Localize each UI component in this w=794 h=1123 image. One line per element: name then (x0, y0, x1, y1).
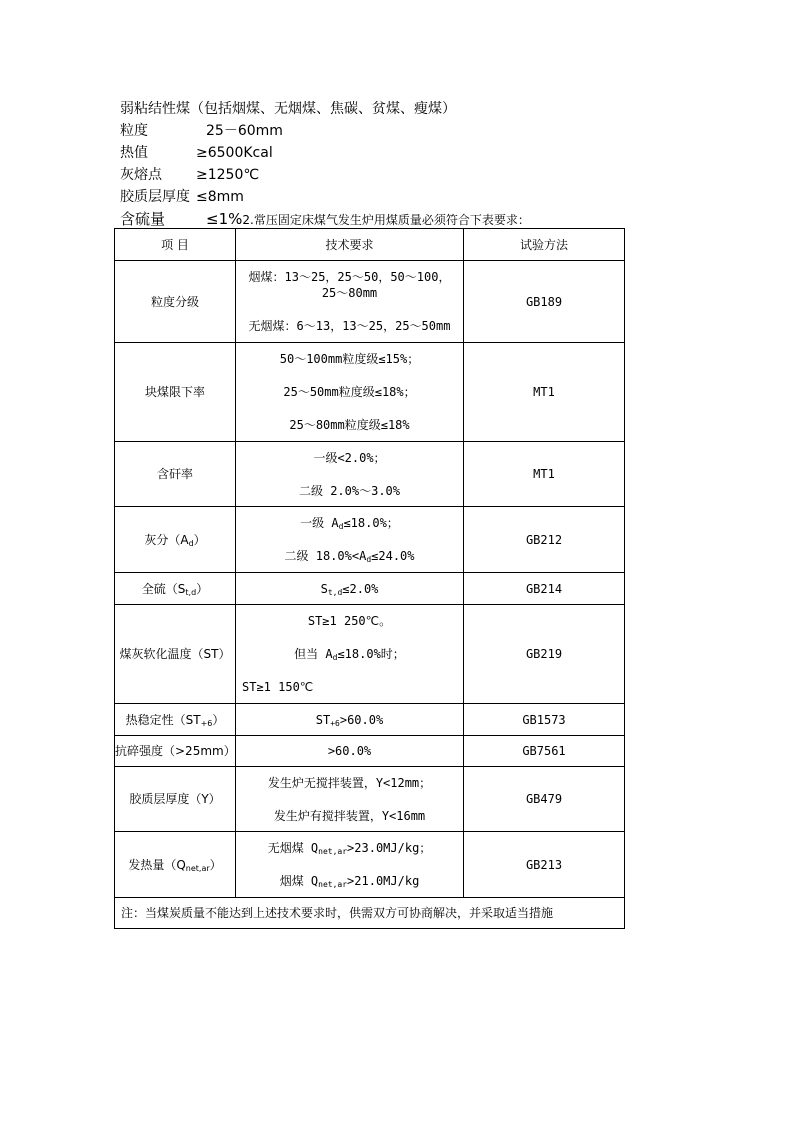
requirement-cell (236, 767, 464, 832)
spec-granularity (120, 120, 530, 142)
item-cell: 块煤限下率 (115, 343, 236, 442)
table-row (115, 507, 625, 573)
method-cell: GB213 (464, 832, 625, 898)
table-note-row (115, 898, 625, 929)
requirement-cell (236, 442, 464, 507)
table-row (115, 767, 625, 832)
item-cell: 发热量$(Q_{net,ar})$ (115, 832, 236, 898)
requirement-line: 但当 $A_d\le 18.0\%$时； (294, 647, 405, 662)
requirement-line: 无烟煤 $Q_{net,ar}>23.0MJ/kg$； (267, 841, 432, 856)
item-cell: 胶质层厚度（Y） (115, 767, 236, 832)
spec-label: 胶质层厚度 (120, 189, 190, 205)
table-header-row (115, 229, 625, 261)
spec-value: ≥6500Kcal (196, 145, 273, 161)
coal-type-heading: 弱粘结性煤（包括烟煤、无烟煤、焦碳、贫煤、瘦煤） (120, 101, 456, 117)
method-cell: GB189 (464, 261, 625, 343)
coal-quality-table (114, 228, 625, 929)
requirement-line: 发生炉无搅拌装置，Y<12mm； (267, 775, 432, 790)
spec-ash-fusion (120, 164, 530, 186)
header-item: 项 目 (115, 229, 236, 261)
method-cell: GB7561 (464, 736, 625, 767)
requirement-cell (236, 507, 464, 573)
table-row (115, 605, 625, 704)
section-intro: 2.常压固定床煤气发生炉用煤质量必须符合下表要求： (242, 213, 530, 227)
requirement-line: 25～80mm粒度级≤18% (289, 418, 410, 432)
requirement-line: 25～80mm (321, 286, 378, 300)
method-cell: GB219 (464, 605, 625, 704)
table-row (115, 704, 625, 736)
requirement-line: 一级<2.0%； (313, 450, 386, 465)
requirement-cell: >60.0% (236, 736, 464, 767)
requirement-line: ST≥1 150℃ (242, 680, 314, 694)
item-cell: 热稳定性$(ST_{+6})$ (115, 704, 236, 736)
spec-label: 热值 (120, 145, 148, 161)
header-method: 试验方法 (464, 229, 625, 261)
requirement-line: 二级 2.0%～3.0% (298, 483, 401, 498)
table-row (115, 442, 625, 507)
spec-value: 25－60mm (206, 123, 283, 139)
requirement-cell: $S_{t,d}\le 2.0\%$ (236, 573, 464, 605)
item-cell: 全硫$(S_{t,d})$ (115, 573, 236, 605)
spec-sulfur (120, 208, 530, 230)
requirement-line: 烟煤 $Q_{net,ar}>21.0MJ/kg$ (279, 874, 420, 889)
requirement-cell (236, 832, 464, 898)
spec-heat-value (120, 142, 530, 164)
spec-plastic-layer (120, 186, 530, 208)
item-cell: 灰分$(A_d)$ (115, 507, 236, 573)
table-row (115, 343, 625, 442)
method-cell: GB479 (464, 767, 625, 832)
item-cell: 含矸率 (115, 442, 236, 507)
item-cell: 抗碎强度（>25mm） (115, 736, 236, 767)
method-cell: GB214 (464, 573, 625, 605)
requirement-line: ST≥1 250℃。 (307, 614, 392, 628)
requirement-line: 发生炉有搅拌装置，Y<16mm (273, 808, 426, 823)
item-cell: 粒度分级 (115, 261, 236, 343)
method-cell: MT1 (464, 343, 625, 442)
requirement-line: 二级 $18.0\%<A_d\le 24.0\%$ (284, 549, 415, 564)
requirement-line: 烟煤：13～25，25～50，50～100， (248, 270, 451, 284)
intro-block (120, 98, 530, 230)
requirement-cell (236, 261, 464, 343)
requirement-line: 一级 $A_d\le 18.0\%$； (300, 516, 399, 531)
table-row (115, 832, 625, 898)
method-cell: GB1573 (464, 704, 625, 736)
table-row (115, 573, 625, 605)
method-cell: GB212 (464, 507, 625, 573)
spec-value: ≤8mm (196, 189, 244, 205)
spec-label: 含硫量 (120, 210, 166, 228)
spec-label: 灰熔点 (120, 167, 162, 183)
item-cell: 煤灰软化温度（ST） (115, 605, 236, 704)
header-requirement: 技术要求 (236, 229, 464, 261)
table-note: 注：当煤炭质量不能达到上述技术要求时，供需双方可协商解决，并采取适当措施 (115, 898, 625, 929)
spec-label: 粒度 (120, 123, 148, 139)
spec-value: ≤1% (206, 210, 243, 228)
requirement-cell (236, 605, 464, 704)
spec-value: ≥1250℃ (196, 167, 260, 183)
requirement-line: 无烟煤：6～13，13～25，25～50mm (248, 319, 451, 333)
table-row (115, 261, 625, 343)
requirement-cell (236, 343, 464, 442)
requirement-line: 25～50mm粒度级≤18%； (283, 385, 416, 399)
requirement-cell: $ST_{+6}>60.0\%$ (236, 704, 464, 736)
requirement-line: 50～100mm粒度级≤15%； (279, 352, 420, 366)
table-row (115, 736, 625, 767)
method-cell: MT1 (464, 442, 625, 507)
